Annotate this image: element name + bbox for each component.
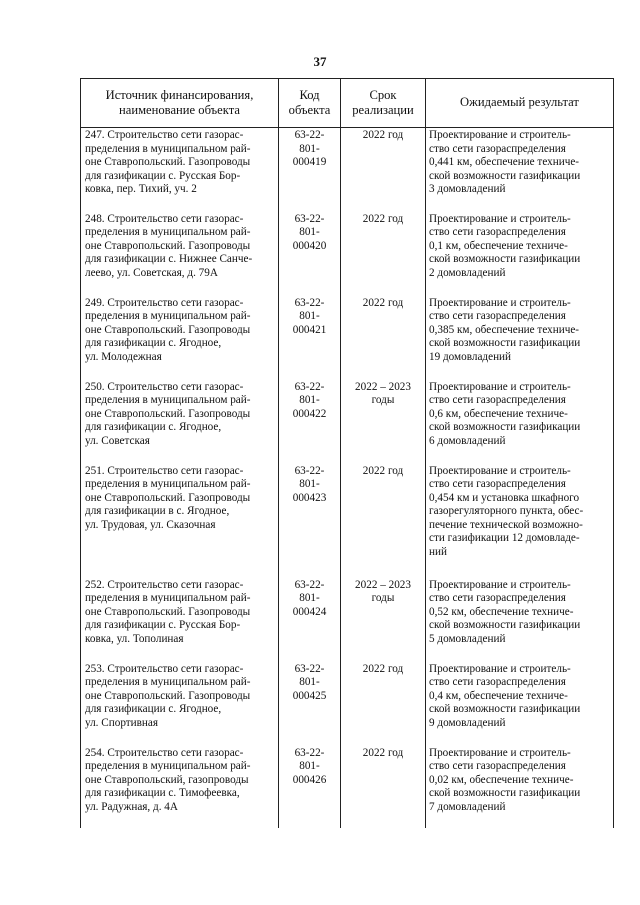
result-line: газорегуляторного пункта, обес- bbox=[429, 505, 584, 518]
cell-name bbox=[81, 128, 279, 212]
header-source-name: Источник финансирования, наименование объекта bbox=[81, 79, 279, 128]
name-line: 248. Строительство сети газорас- bbox=[85, 212, 244, 225]
result-line: 0,4 км, обеспечение техниче- bbox=[429, 689, 568, 702]
cell-term bbox=[341, 212, 426, 296]
cell-name bbox=[81, 212, 279, 296]
cell-name bbox=[81, 296, 279, 380]
term-line: 2022 – 2023 bbox=[355, 578, 411, 591]
name-line: пределения в муниципальном рай- bbox=[85, 478, 251, 491]
name-line: ул. Советская bbox=[85, 434, 150, 447]
code-line: 801- bbox=[299, 676, 320, 689]
result-line: ство сети газораспределения bbox=[429, 760, 566, 773]
result-line: ство сети газораспределения bbox=[429, 394, 566, 407]
name-line: ковка, ул. Тополиная bbox=[85, 632, 184, 645]
result-line: ство сети газораспределения bbox=[429, 310, 566, 323]
cell-code bbox=[279, 578, 341, 662]
term-line: 2022 год bbox=[362, 296, 404, 309]
page-number: 37 bbox=[313, 54, 327, 69]
name-line: для газификации с. Нижнее Санче- bbox=[85, 253, 253, 266]
code-line: 000426 bbox=[292, 773, 327, 786]
cell-name bbox=[81, 578, 279, 662]
cell-term bbox=[341, 578, 426, 662]
result-line: ство сети газораспределения bbox=[429, 478, 566, 491]
code-line: 000425 bbox=[292, 689, 327, 702]
term-line: 2022 год bbox=[362, 746, 404, 759]
code-line: 63-22- bbox=[294, 129, 325, 141]
cell-name bbox=[81, 464, 279, 578]
cell-code bbox=[279, 296, 341, 380]
name-line: для газификации с. Ягодное, bbox=[85, 337, 222, 350]
name-line: оне Ставропольский. Газопроводы bbox=[85, 323, 251, 336]
name-line: ул. Радужная, д. 4А bbox=[85, 800, 178, 813]
cell-code bbox=[279, 212, 341, 296]
name-line: пределения в муниципальном рай- bbox=[85, 592, 251, 605]
name-line: ул. Трудовая, ул. Сказочная bbox=[85, 518, 216, 531]
name-line: пределения в муниципальном рай- bbox=[85, 142, 251, 155]
cell-term bbox=[341, 746, 426, 828]
table-row bbox=[81, 380, 614, 464]
result-line: 7 домовладений bbox=[429, 800, 506, 813]
result-line: печение технической возможно- bbox=[429, 518, 583, 531]
table-row bbox=[81, 296, 614, 380]
table-row bbox=[81, 464, 614, 578]
code-line: 63-22- bbox=[294, 212, 325, 225]
term-line: 2022 год bbox=[362, 662, 404, 675]
term-line: 2022 – 2023 bbox=[355, 380, 411, 393]
code-line: 801- bbox=[299, 310, 320, 323]
name-line: 250. Строительство сети газорас- bbox=[85, 380, 244, 393]
result-line: Проектирование и строитель- bbox=[429, 578, 571, 591]
name-line: 252. Строительство сети газорас- bbox=[85, 578, 244, 591]
result-line: 0,385 км, обеспечение техниче- bbox=[429, 323, 580, 336]
code-line: 63-22- bbox=[294, 578, 325, 591]
cell-term bbox=[341, 128, 426, 212]
name-line: 254. Строительство сети газорас- bbox=[85, 746, 244, 759]
result-line: 19 домовладений bbox=[429, 350, 512, 363]
name-line: для газификации в с. Ягодное, bbox=[85, 505, 230, 518]
code-line: 63-22- bbox=[294, 746, 325, 759]
result-line: Проектирование и строитель- bbox=[429, 296, 571, 309]
code-line: 801- bbox=[299, 142, 320, 155]
result-line: ской возможности газификации bbox=[429, 253, 581, 266]
result-line: ской возможности газификации bbox=[429, 787, 581, 800]
code-line: 000423 bbox=[292, 491, 327, 504]
result-line: ство сети газораспределения bbox=[429, 142, 566, 155]
code-line: 801- bbox=[299, 226, 320, 239]
name-line: оне Ставропольский. Газопроводы bbox=[85, 407, 251, 420]
cell-code bbox=[279, 746, 341, 828]
result-line: 0,1 км, обеспечение техниче- bbox=[429, 239, 568, 252]
name-line: 253. Строительство сети газорас- bbox=[85, 662, 244, 675]
name-line: для газификации с. Русская Бор- bbox=[85, 619, 241, 632]
name-line: пределения в муниципальном рай- bbox=[85, 760, 251, 773]
code-line: 000424 bbox=[292, 605, 327, 618]
cell-result bbox=[426, 380, 614, 464]
table-body bbox=[81, 128, 614, 828]
result-line: Проектирование и строитель- bbox=[429, 129, 571, 141]
cell-code bbox=[279, 128, 341, 212]
name-line: оне Ставропольский. Газопроводы bbox=[85, 605, 251, 618]
cell-result bbox=[426, 212, 614, 296]
header-term: Срок реализации bbox=[341, 79, 426, 128]
result-line: ской возможности газификации bbox=[429, 421, 581, 434]
result-line: ство сети газораспределения bbox=[429, 226, 566, 239]
cell-result bbox=[426, 662, 614, 746]
cell-code bbox=[279, 464, 341, 578]
name-line: пределения в муниципальном рай- bbox=[85, 310, 251, 323]
header-object-code: Код объекта bbox=[279, 79, 341, 128]
name-line: пределения в муниципальном рай- bbox=[85, 226, 251, 239]
code-line: 801- bbox=[299, 760, 320, 773]
cell-result bbox=[426, 296, 614, 380]
result-line: 0,6 км, обеспечение техниче- bbox=[429, 407, 568, 420]
name-line: для газификации с. Ягодное, bbox=[85, 421, 222, 434]
result-line: ство сети газораспределения bbox=[429, 676, 566, 689]
result-line: 5 домовладений bbox=[429, 632, 506, 645]
result-line: Проектирование и строитель- bbox=[429, 662, 571, 675]
result-line: Проектирование и строитель- bbox=[429, 746, 571, 759]
result-line: 0,441 км, обеспечение техниче- bbox=[429, 156, 580, 169]
result-line: ской возможности газификации bbox=[429, 169, 581, 182]
name-line: 249. Строительство сети газорас- bbox=[85, 296, 244, 309]
cell-result bbox=[426, 746, 614, 828]
result-line: Проектирование и строитель- bbox=[429, 380, 571, 393]
name-line: 251. Строительство сети газорас- bbox=[85, 464, 244, 477]
result-line: ской возможности газификации bbox=[429, 619, 581, 632]
result-line: Проектирование и строитель- bbox=[429, 212, 571, 225]
result-line: ской возможности газификации bbox=[429, 703, 581, 716]
result-line: ство сети газораспределения bbox=[429, 592, 566, 605]
name-line: ул. Спортивная bbox=[85, 716, 159, 729]
cell-result bbox=[426, 578, 614, 662]
code-line: 801- bbox=[299, 478, 320, 491]
term-line: годы bbox=[371, 394, 395, 407]
result-line: 6 домовладений bbox=[429, 434, 506, 447]
result-line: 0,02 км, обеспечение техниче- bbox=[429, 773, 574, 786]
result-line: ний bbox=[429, 546, 447, 559]
objects-table bbox=[80, 78, 614, 828]
code-line: 801- bbox=[299, 592, 320, 605]
cell-term bbox=[341, 662, 426, 746]
name-line: ул. Молодежная bbox=[85, 350, 162, 363]
code-line: 000420 bbox=[292, 239, 327, 252]
name-line: для газификации с. Тимофеевка, bbox=[85, 787, 240, 800]
name-line: оне Ставропольский, газопроводы bbox=[85, 773, 249, 786]
table-row bbox=[81, 578, 614, 662]
result-line: 2 домовладений bbox=[429, 266, 506, 279]
cell-term bbox=[341, 380, 426, 464]
name-line: оне Ставропольский. Газопроводы bbox=[85, 689, 251, 702]
name-line: оне Ставропольский. Газопроводы bbox=[85, 239, 251, 252]
cell-code bbox=[279, 662, 341, 746]
name-line: леево, ул. Советская, д. 79А bbox=[85, 266, 218, 279]
name-line: 247. Строительство сети газорас- bbox=[85, 129, 244, 141]
result-line: 3 домовладений bbox=[429, 183, 506, 196]
result-line: 0,454 км и установка шкафного bbox=[429, 491, 580, 504]
name-line: пределения в муниципальном рай- bbox=[85, 676, 251, 689]
name-line: оне Ставропольский. Газопроводы bbox=[85, 156, 251, 169]
code-line: 000421 bbox=[292, 323, 327, 336]
term-line: 2022 год bbox=[362, 212, 404, 225]
code-line: 63-22- bbox=[294, 464, 325, 477]
cell-result bbox=[426, 128, 614, 212]
cell-code bbox=[279, 380, 341, 464]
cell-term bbox=[341, 296, 426, 380]
result-line: Проектирование и строитель- bbox=[429, 464, 571, 477]
name-line: оне Ставропольский. Газопроводы bbox=[85, 491, 251, 504]
term-line: 2022 год bbox=[362, 129, 404, 141]
code-line: 63-22- bbox=[294, 662, 325, 675]
code-line: 63-22- bbox=[294, 296, 325, 309]
table-row bbox=[81, 662, 614, 746]
table-row bbox=[81, 746, 614, 828]
cell-name bbox=[81, 662, 279, 746]
header-expected-result: Ожидаемый результат bbox=[426, 79, 614, 128]
result-line: 9 домовладений bbox=[429, 716, 506, 729]
table-row bbox=[81, 128, 614, 212]
table-header-row bbox=[81, 79, 614, 128]
code-line: 000422 bbox=[292, 407, 327, 420]
term-line: годы bbox=[371, 592, 395, 605]
cell-name bbox=[81, 746, 279, 828]
term-line: 2022 год bbox=[362, 464, 404, 477]
code-line: 000419 bbox=[292, 156, 327, 169]
name-line: для газификации с. Русская Бор- bbox=[85, 169, 241, 182]
cell-term bbox=[341, 464, 426, 578]
name-line: пределения в муниципальном рай- bbox=[85, 394, 251, 407]
code-line: 801- bbox=[299, 394, 320, 407]
name-line: ковка, пер. Тихий, уч. 2 bbox=[85, 183, 197, 196]
code-line: 63-22- bbox=[294, 380, 325, 393]
result-line: сти газификации 12 домовладе- bbox=[429, 532, 580, 545]
result-line: ской возможности газификации bbox=[429, 337, 581, 350]
table-row bbox=[81, 212, 614, 296]
cell-result bbox=[426, 464, 614, 578]
cell-name bbox=[81, 380, 279, 464]
name-line: для газификации с. Ягодное, bbox=[85, 703, 222, 716]
result-line: 0,52 км, обеспечение техниче- bbox=[429, 605, 574, 618]
